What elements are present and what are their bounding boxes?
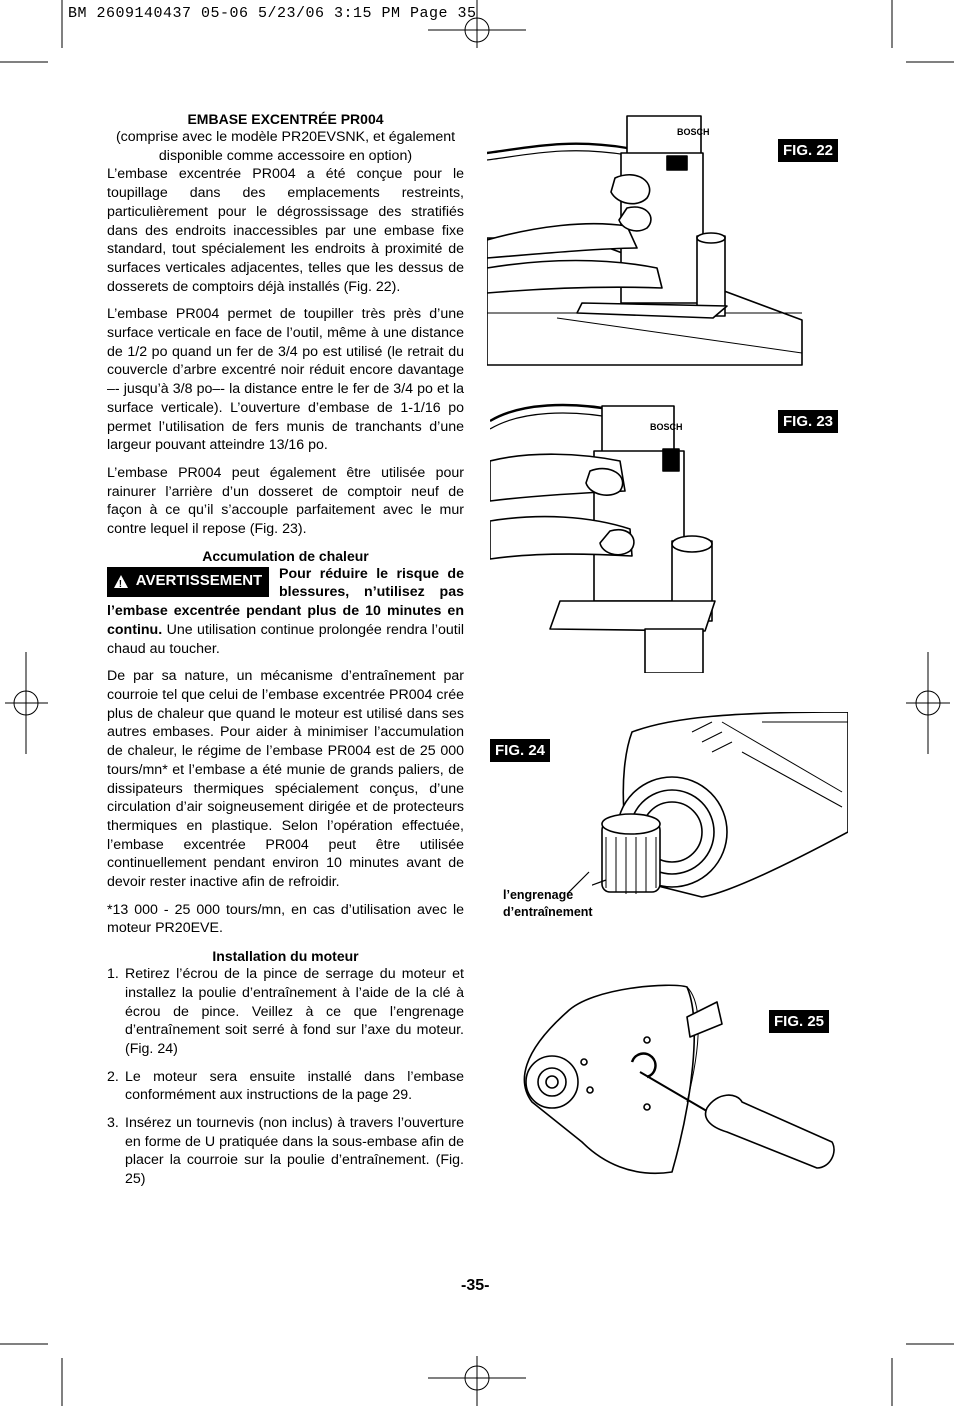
- fig25-label: FIG. 25: [769, 1010, 829, 1033]
- paragraph: L’embase PR004 peut également être utilisée pour rainurer l’arrière d’un dosseret de comptoir neuf de façon à ce qu’il s’accouple parfaitement avec le mur contre lequel il repose (Fig. 23).: [107, 464, 464, 538]
- warning-text: Une utilisation continue prolongée rendra l’outil chaud au toucher.: [107, 621, 464, 657]
- warning-triangle-icon: [114, 575, 128, 588]
- section-title-install: Installation du moteur: [212, 948, 359, 965]
- paragraph: De par sa nature, un mécanisme d’entraînement par courroie tel que celui de l’embase excentrée PR004 crée plus de chaleur que quand le moteur est utilisé dans ses autres embases. Pour aider à minimiser l’accumulation de chaleur, le régime de l’embase PR004 est de 25 000 tours/mn* et l’embase a été munie de grands paliers, de dissipateurs thermiques spécialement conçus, d’une circulation d’air soigneusement dirigée et de protecteurs thermiques en plastique. Selon l’opération effectuée, l’embase excentrée PR004 peut être utilisée continuellement pendant environ 10 minutes avant de devoir rester inactive afin de refroidir.: [107, 668, 464, 891]
- footnote: *13 000 - 25 000 tours/mn, en cas d’utilisation avec le moteur PR20EVE.: [107, 901, 464, 937]
- fig22-illustration: [487, 108, 803, 366]
- page-number: -35-: [461, 1277, 490, 1294]
- paragraph: L’embase excentrée PR004 a été conçue pour le toupillage dans des emplacements restreints, particulièrement pour le dégrossissage des stratifiés dans des endroits inaccessibles par une embase fixe standard, tout spécialement les endroits à proximité de surfaces verticales adjacentes, telles que les dessus de dosserets de comptoirs déjà installés (Fig. 22).: [107, 166, 464, 295]
- section-title-embase: EMBASE EXCENTRÉE PR004: [187, 111, 384, 127]
- brand-text: BOSCH: [677, 127, 710, 137]
- fig23-label: FIG. 23: [778, 410, 838, 433]
- brand-text: BOSCH: [650, 422, 683, 432]
- warning-paragraph: [107, 565, 464, 659]
- list-item: 3. Insérez un tournevis (non inclus) à travers l’ouverture en forme de U pratiquée dans la sous-embase afin de placer la courroie sur la poulie d’entraînement. (Fig. 25): [107, 1115, 464, 1188]
- fig24-illustration: [592, 712, 848, 922]
- section-title-heat: Accumulation de chaleur: [202, 547, 369, 564]
- fig22-label: FIG. 22: [778, 139, 838, 162]
- section-subtitle: (comprise avec le modèle PR20EVSNK, et également disponible comme accessoire en option): [115, 129, 456, 164]
- warning-badge: [107, 567, 269, 597]
- list-item: 2. Le moteur sera ensuite installé dans l’embase conformément aux instructions de la page 29.: [107, 1068, 464, 1104]
- callout-drive-gear: l’engrenage d’entraînement: [503, 888, 593, 919]
- fig23-illustration: [490, 401, 720, 673]
- warning-bold-text: Pour réduire le risque de blessures, n’utilisez pas l’embase excentrée pendant plus de 10 minutes en continu.: [107, 565, 464, 638]
- print-header: BM 2609140437 05-06 5/23/06 3:15 PM Page 35: [68, 5, 477, 22]
- paragraph: L’embase PR004 permet de toupiller très près d’une surface verticale en face de l’outil, même à une distance de 1/2 po quand un fer de 3/4 po est utilisé (le retrait du couvercle d’arbre excentré noir réduit encore davantage –- jusqu’à 3/8 po–- la distance entre le fer de 3/4 po et la surface verticale). L’ouverture d’embase de 1-1/16 po permet l’utilisation de fers munis de tranchants d’une largeur pouvant atteindre 13/16 po.: [107, 306, 464, 454]
- fig24-label: FIG. 24: [490, 739, 550, 762]
- warning-label: AVERTISSEMENT: [135, 572, 263, 590]
- text-column: [107, 110, 464, 1198]
- install-steps: [107, 965, 464, 1189]
- list-item: 1. Retirez l’écrou de la pince de serrage du moteur et installez la poulie d’entraînement à l’aide de la clé à écrou de pince. Veillez à ce que l’engrenage d’entraînement soit serré à fond sur l’axe du moteur. (Fig. 24): [107, 966, 464, 1057]
